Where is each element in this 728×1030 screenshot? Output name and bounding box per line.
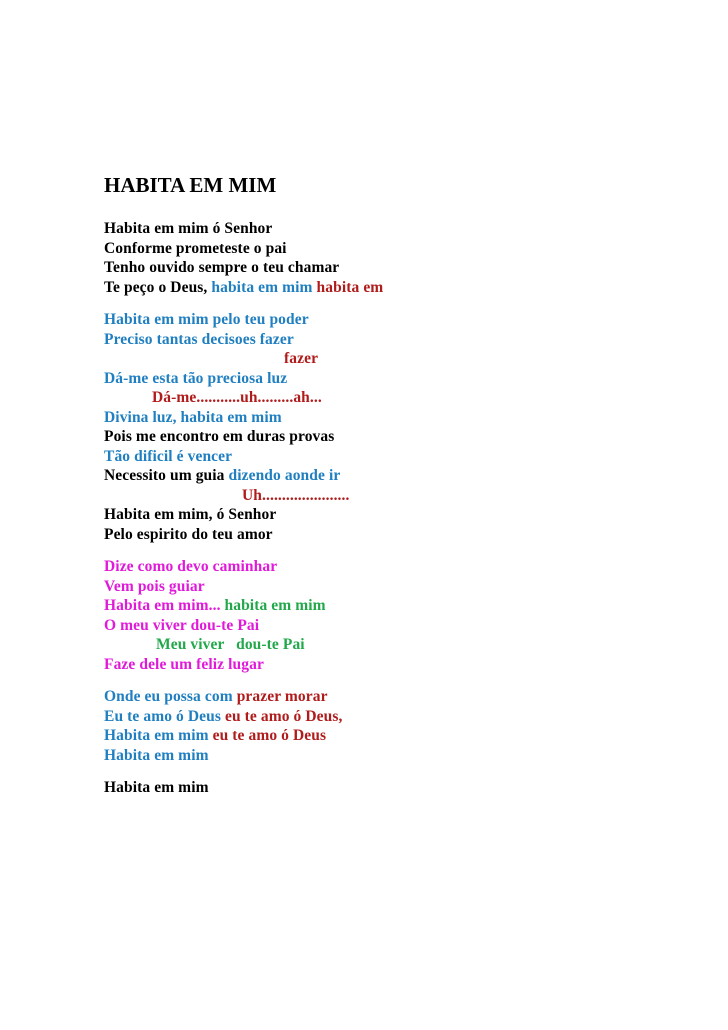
lyric-segment: Vem pois guiar: [104, 577, 205, 595]
lyric-line: [104, 239, 704, 259]
lyric-line: [104, 746, 704, 766]
lyric-segment: Divina luz, habita em mim: [104, 408, 282, 426]
lyric-line: [104, 258, 704, 278]
lyric-segment: Habita em mim: [104, 727, 213, 744]
lyric-segment: Pois me encontro em duras provas: [104, 428, 335, 445]
lyric-segment: Habita em mim: [104, 779, 209, 796]
lyric-line: [104, 486, 704, 506]
stanza: [104, 778, 704, 798]
lyric-segment: habita em mim: [211, 278, 317, 296]
lyric-line: [104, 707, 704, 727]
lyric-segment: fazer: [284, 350, 319, 367]
lyric-segment: Meu viver dou-te Pai: [156, 636, 305, 653]
lyric-line: [104, 557, 704, 577]
lyric-line: [104, 388, 704, 408]
lyric-line: [104, 408, 704, 428]
lyric-segment: Preciso tantas decisoes fazer: [104, 330, 294, 348]
lyric-segment: Habita em mim pelo teu poder: [104, 311, 309, 328]
lyric-line: [104, 655, 704, 675]
lyric-segment: Habita em mim, ó Senhor: [104, 506, 277, 523]
lyric-line: [104, 369, 704, 389]
lyric-segment: Eu te amo ó Deus: [104, 707, 225, 725]
lyric-segment: Habita em mim...: [104, 597, 225, 614]
lyric-segment: Pelo espirito do teu amor: [104, 525, 273, 543]
lyric-line: [104, 427, 704, 447]
song-title: HABITA EM MIM: [104, 173, 277, 197]
lyric-segment: Faze dele um feliz lugar: [104, 655, 264, 673]
stanza: [104, 557, 704, 674]
lyric-segment: Onde eu possa com: [104, 688, 237, 705]
lyric-segment: Dá-me...........uh.........ah...: [152, 389, 322, 406]
lyric-segment: Tão dificil é vencer: [104, 447, 233, 465]
lyric-segment: Tenho ouvido sempre o teu chamar: [104, 259, 340, 276]
lyric-line: [104, 349, 704, 369]
lyric-segment: Conforme prometeste o pai: [104, 239, 287, 257]
stanza: [104, 219, 704, 297]
lyric-line: [104, 726, 704, 746]
lyric-segment: habita em: [316, 278, 384, 296]
lyric-segment: Habita em mim ó Senhor: [104, 220, 273, 237]
lyric-line: [104, 687, 704, 707]
lyric-line: [104, 447, 704, 467]
lyric-line: [104, 596, 704, 616]
lyric-segment: prazer morar: [236, 688, 328, 705]
lyric-segment: Necessito um guia: [104, 467, 229, 484]
lyric-segment: Dá-me esta tão preciosa luz: [104, 369, 288, 387]
lyric-line: [104, 525, 704, 545]
lyric-segment: Uh......................: [242, 486, 350, 504]
lyrics-body: [104, 219, 704, 811]
lyric-segment: habita em mim: [224, 597, 326, 614]
stanza: [104, 310, 704, 544]
lyric-line: [104, 330, 704, 350]
lyric-line: [104, 310, 704, 330]
lyric-segment: O meu viver dou-te Pai: [104, 616, 260, 634]
lyric-segment: eu te amo ó Deus,: [224, 707, 343, 725]
lyric-line: [104, 466, 704, 486]
lyric-line: [104, 505, 704, 525]
lyric-segment: Habita em mim: [104, 746, 209, 764]
lyric-line: [104, 577, 704, 597]
lyric-line: [104, 616, 704, 636]
lyric-segment: eu te amo ó Deus: [212, 727, 327, 744]
lyric-segment: Te peço o Deus,: [104, 278, 212, 296]
lyric-segment: dizendo aonde ir: [228, 467, 341, 484]
lyric-line: [104, 778, 704, 798]
lyric-segment: Dize como devo caminhar: [104, 558, 278, 575]
stanza: [104, 687, 704, 765]
lyric-line: [104, 219, 704, 239]
lyric-line: [104, 635, 704, 655]
lyric-line: [104, 278, 704, 298]
